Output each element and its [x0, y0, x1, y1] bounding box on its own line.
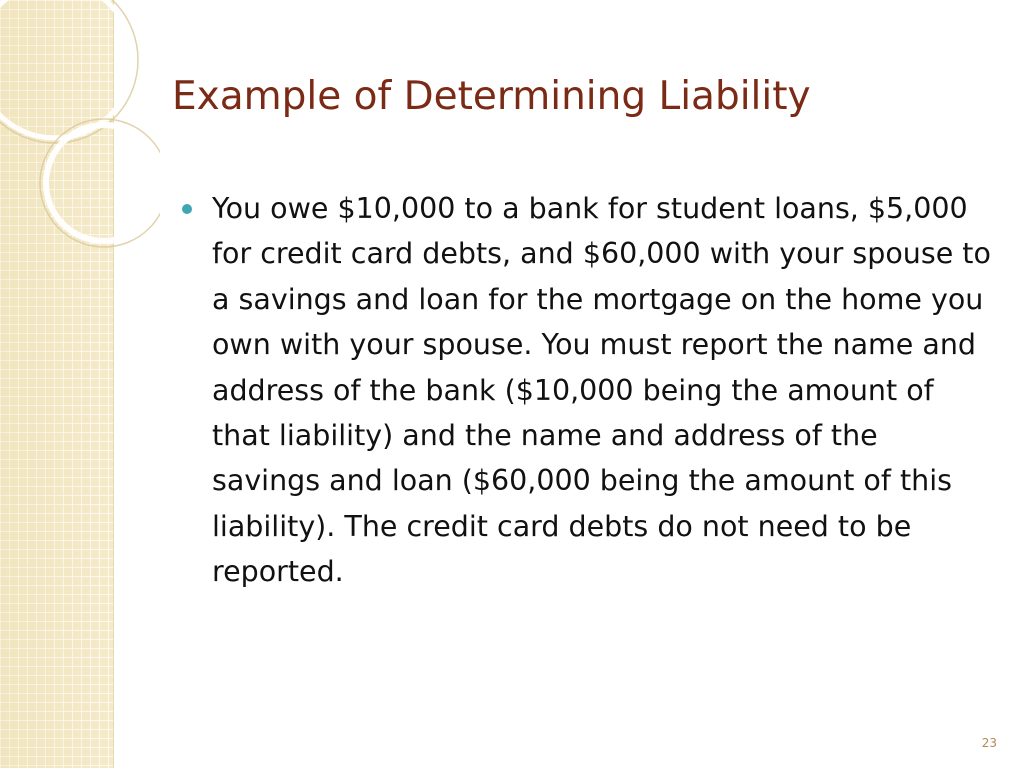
slide-title: Example of Determining Liability — [172, 74, 811, 119]
bullet-text: You owe $10,000 to a bank for student loans, $5,000 for credit card debts, and $60,000 with your spouse to a savings and loan for the mortgage on the home you own with your spouse. You must report the name and address of the bank ($10,000 being the amount of that liability) and the name and address of the savings and loan ($60,000 being the amount of this liability). The credit card debts do not need to be reported. — [212, 192, 991, 589]
bullet-dot-icon — [182, 204, 192, 214]
ring-top — [0, 0, 133, 138]
bullet-item — [182, 186, 992, 595]
ring-bottom — [46, 125, 160, 241]
page-number: 23 — [981, 736, 997, 750]
decorative-rings — [0, 0, 160, 260]
slide-content — [182, 186, 992, 595]
ring-top-shadow — [0, 0, 138, 143]
